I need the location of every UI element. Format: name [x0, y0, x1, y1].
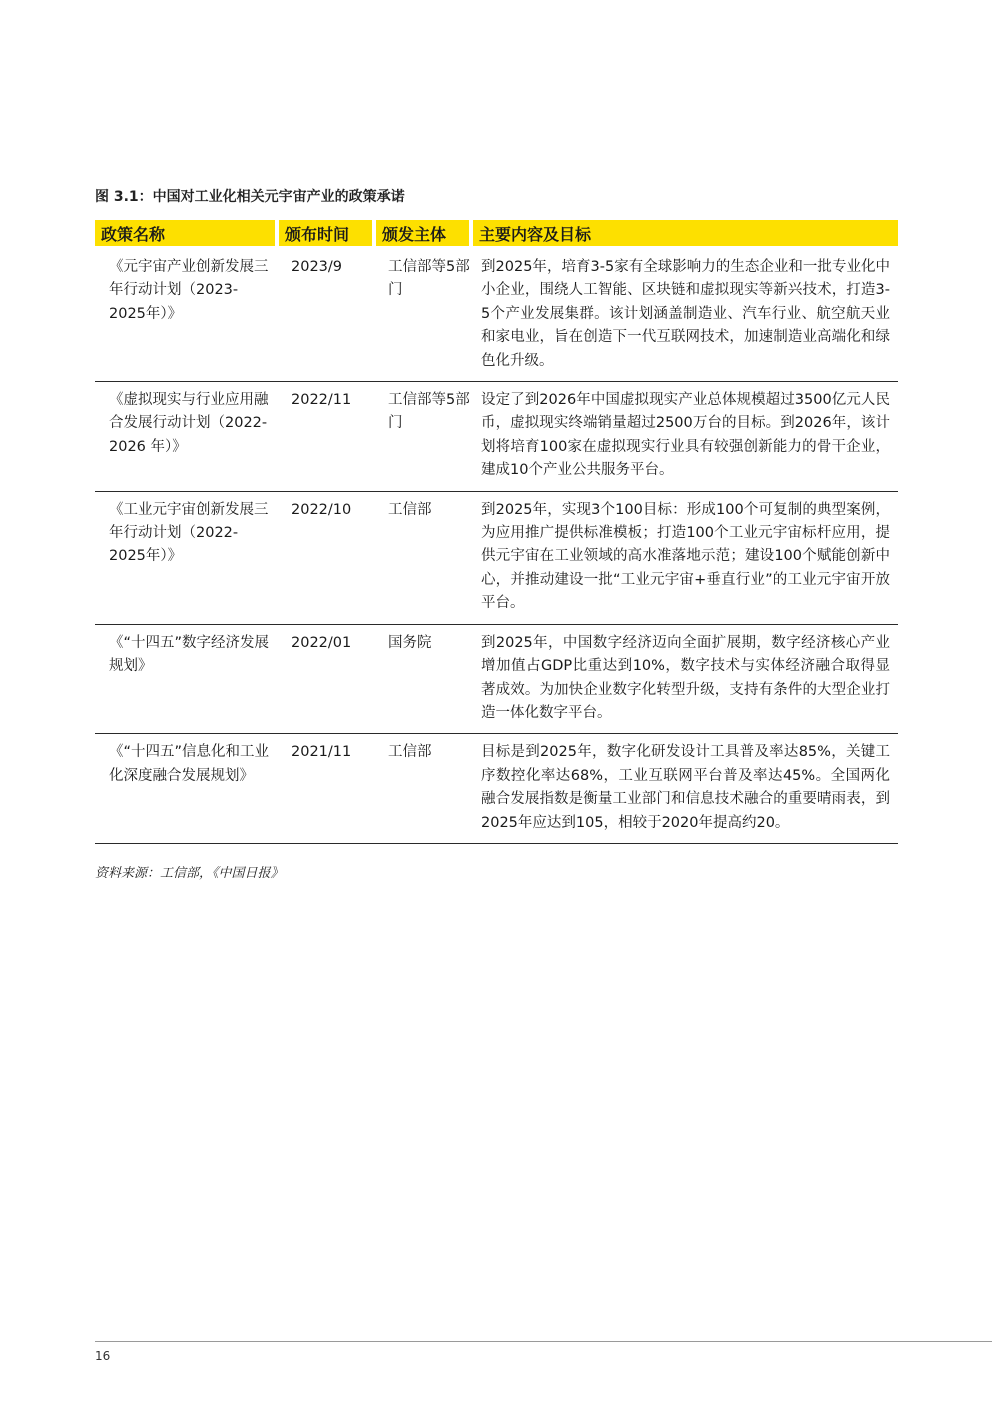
figure-caption: 图 3.1：中国对工业化相关元宇宙产业的政策承诺 — [95, 189, 405, 205]
issue-date-cell: 2022/10 — [277, 491, 374, 624]
main-content-cell: 到2025年，中国数字经济迈向全面扩展期，数字经济核心产业增加值占GDP比重达到10%，数字技术与实体经济融合取得显著成效。为加快企业数字化转型升级，支持有条件的大型企业打造一体化数字平台。 — [471, 624, 898, 734]
main-content-cell: 目标是到2025年，数字化研发设计工具普及率达85%，关键工序数控化率达68%，工业互联网平台普及率达45%。全国两化融合发展指数是衡量工业部门和信息技术融合的重要晴雨表，到2025年应达到105，相较于2020年提高约20。 — [471, 734, 898, 844]
issuing-body-cell: 工信部等5部门 — [374, 246, 471, 382]
policy-name-cell: 《工业元宇宙创新发展三年行动计划（2022-2025年）》 — [95, 491, 277, 624]
header-policy-name: 政策名称 — [95, 220, 277, 246]
policy-name-cell: 《虚拟现实与行业应用融合发展行动计划（2022-2026 年）》 — [95, 382, 277, 492]
policy-table — [95, 220, 898, 844]
issuing-body-cell: 工信部 — [374, 491, 471, 624]
policy-name-cell: 《“十四五”数字经济发展规划》 — [95, 624, 277, 734]
table-header-row — [95, 220, 898, 246]
table-row — [95, 382, 898, 492]
table-row — [95, 491, 898, 624]
issue-date-cell: 2022/11 — [277, 382, 374, 492]
header-issuing-body: 颁发主体 — [374, 220, 471, 246]
header-main-content: 主要内容及目标 — [471, 220, 898, 246]
issue-date-cell: 2022/01 — [277, 624, 374, 734]
table-row — [95, 624, 898, 734]
footer-divider — [95, 1341, 992, 1342]
issuing-body-cell: 国务院 — [374, 624, 471, 734]
issuing-body-cell: 工信部等5部门 — [374, 382, 471, 492]
policy-name-cell: 《元宇宙产业创新发展三年行动计划（2023-2025年）》 — [95, 246, 277, 382]
source-note: 资料来源：工信部，《中国日报》 — [95, 866, 284, 881]
issuing-body-cell: 工信部 — [374, 734, 471, 844]
main-content-cell: 到2025年，实现3个100目标：形成100个可复制的典型案例，为应用推广提供标准模板；打造100个工业元宇宙标杆应用，提供元宇宙在工业领域的高水准落地示范；建设100个赋能创新中心，并推动建设一批“工业元宇宙+垂直行业”的工业元宇宙开放平台。 — [471, 491, 898, 624]
table-row — [95, 246, 898, 382]
table-row — [95, 734, 898, 844]
issue-date-cell: 2021/11 — [277, 734, 374, 844]
policy-name-cell: 《“十四五”信息化和工业化深度融合发展规划》 — [95, 734, 277, 844]
page-number: 16 — [95, 1349, 111, 1363]
main-content-cell: 设定了到2026年中国虚拟现实产业总体规模超过3500亿元人民币，虚拟现实终端销量超过2500万台的目标。到2026年，该计划将培育100家在虚拟现实行业具有较强创新能力的骨干企业，建成10个产业公共服务平台。 — [471, 382, 898, 492]
main-content-cell: 到2025年，培育3-5家有全球影响力的生态企业和一批专业化中小企业，围绕人工智能、区块链和虚拟现实等新兴技术，打造3-5个产业发展集群。该计划涵盖制造业、汽车行业、航空航天业和家电业，旨在创造下一代互联网技术，加速制造业高端化和绿色化升级。 — [471, 246, 898, 382]
header-issue-date: 颁布时间 — [277, 220, 374, 246]
issue-date-cell: 2023/9 — [277, 246, 374, 382]
